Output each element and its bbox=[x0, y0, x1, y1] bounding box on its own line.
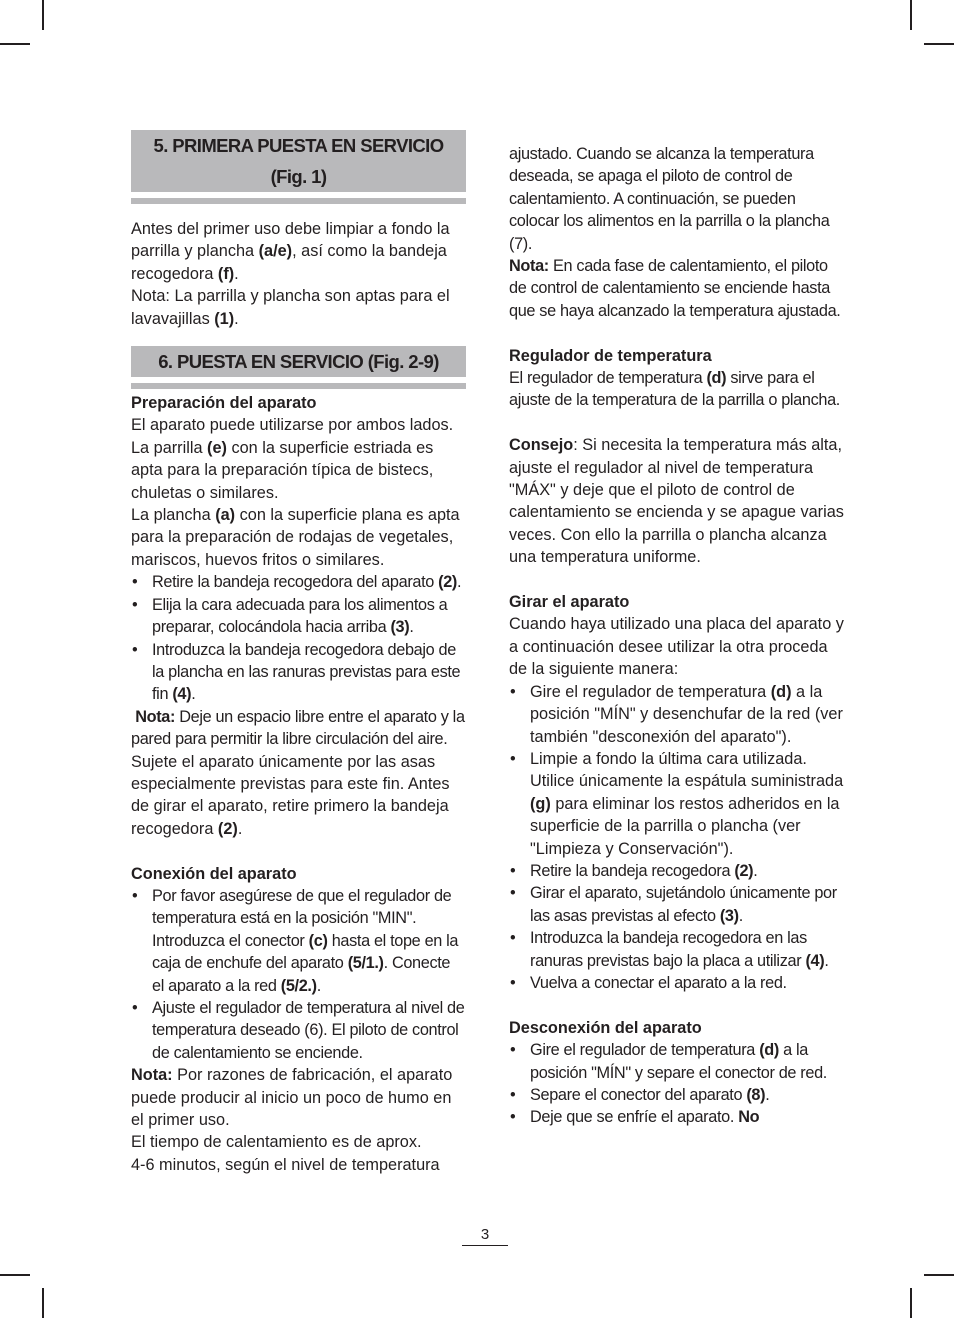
page-number: 3 bbox=[462, 1226, 508, 1246]
paragraph: 4-6 minutos, según el nivel de temperatura bbox=[131, 1155, 440, 1174]
bullet-list bbox=[131, 885, 466, 1064]
section-5-heading bbox=[131, 130, 466, 192]
section-5-subtitle: (Fig. 1) bbox=[270, 166, 327, 187]
list-item: • Girar el aparato, sujetándolo únicamente por las asas previstas al efecto (3). bbox=[509, 882, 849, 927]
list-item: • Introduzca la bandeja recogedora debajo de la plancha en las ranuras previstas para este fin (4). bbox=[131, 639, 466, 706]
crop-mark bbox=[924, 43, 954, 45]
crop-mark bbox=[910, 0, 912, 30]
subheading: Desconexión del aparato bbox=[509, 1018, 702, 1037]
list-item: • Gire el regulador de temperatura (d) a la posición "MÍN" y separe el conector de red. bbox=[509, 1039, 849, 1084]
right-column bbox=[509, 143, 849, 1129]
paragraph: El regulador de temperatura (d) sirve para el ajuste de la temperatura de la parrilla o plancha. bbox=[509, 369, 840, 410]
section-5-title: 5. PRIMERA PUESTA EN SERVICIO bbox=[153, 135, 444, 156]
list-item: • Gire el regulador de temperatura (d) a la posición "MÍN" y desenchufar de la red (ver también "desconexión del aparato"). bbox=[509, 681, 849, 748]
crop-mark bbox=[0, 43, 30, 45]
list-item: • Ajuste el regulador de temperatura al nivel de temperatura deseado (6). El piloto de control de calentamiento se enciende. bbox=[131, 997, 466, 1064]
paragraph: Antes del primer uso debe limpiar a fondo la parrilla y plancha (a/e), así como la bandeja recogedora (f). bbox=[131, 220, 450, 283]
crop-mark bbox=[910, 1288, 912, 1318]
subheading: Girar el aparato bbox=[509, 593, 630, 612]
crop-mark bbox=[42, 0, 44, 30]
bullet-list bbox=[509, 681, 849, 995]
paragraph: Nota: La parrilla y plancha son aptas para el lavavajillas (1). bbox=[131, 287, 450, 328]
list-item: • Introduzca la bandeja recogedora en las ranuras previstas bajo la placa a utilizar (4). bbox=[509, 927, 849, 972]
list-item: • Separe el conector del aparato (8). bbox=[509, 1084, 849, 1106]
tip: Consejo: Si necesita la temperatura más alta, ajuste el regulador al nivel de temperatura "MÁX" y deje que el piloto de control de calentamiento se encienda y se apague varias veces. Con ello la parrilla o plancha alcanza una temperatura uniforme. bbox=[509, 436, 844, 567]
left-column bbox=[131, 130, 466, 1176]
paragraph: El tiempo de calentamiento es de aprox. bbox=[131, 1133, 422, 1152]
bullet-list bbox=[509, 1039, 849, 1129]
list-item: • Deje que se enfríe el aparato. No bbox=[509, 1106, 849, 1128]
paragraph: Sujete el aparato únicamente por las asas especialmente previstas para este fin. Antes de girar el aparato, retire primero la bandeja recogedora (2). bbox=[131, 752, 450, 838]
section-rule bbox=[131, 383, 466, 389]
list-item: • Elija la cara adecuada para los alimentos a preparar, colocándola hacia arriba (3). bbox=[131, 594, 466, 639]
list-item: • Por favor asegúrese de que el regulador de temperatura está en la posición "MIN". Introduzca el conector (c) hasta el tope en la caja de enchufe del aparato (5/1.). Conecte el aparato a la red (5/2.). bbox=[131, 885, 466, 997]
section-6-heading: 6. PUESTA EN SERVICIO (Fig. 2-9) bbox=[131, 346, 466, 377]
subheading: Regulador de temperatura bbox=[509, 346, 712, 365]
note: Nota: En cada fase de calentamiento, el piloto de control de calentamiento se enciende hasta que se haya alcanzado la temperatura ajustada. bbox=[509, 257, 841, 320]
paragraph: La plancha (a) con la superficie plana es apta para la preparación de rodajas de vegetales, mariscos, huevos fritos o similares. bbox=[131, 506, 460, 569]
list-item: • Retire la bandeja recogedora (2). bbox=[509, 860, 849, 882]
crop-mark bbox=[42, 1288, 44, 1318]
bullet-list bbox=[131, 571, 466, 705]
list-item: • Vuelva a conectar el aparato a la red. bbox=[509, 972, 849, 994]
section-rule bbox=[131, 198, 466, 204]
crop-mark bbox=[924, 1274, 954, 1276]
note: Nota: Deje un espacio libre entre el aparato y la pared para permitir la libre circulación del aire. bbox=[131, 707, 465, 749]
list-item: • Retire la bandeja recogedora del aparato (2). bbox=[131, 571, 466, 593]
paragraph: Cuando haya utilizado una placa del aparato y a continuación desee utilizar la otra proceda de la siguiente manera: bbox=[509, 615, 844, 679]
paragraph: El aparato puede utilizarse por ambos lados. bbox=[131, 416, 454, 435]
note: Nota: Por razones de fabricación, el aparato puede producir al inicio un poco de humo en el primer uso. bbox=[131, 1066, 453, 1130]
paragraph: La parrilla (e) con la superficie estriada es apta para la preparación típica de bistecs, chuletas o similares. bbox=[131, 438, 434, 502]
paragraph: ajustado. Cuando se alcanza la temperatura deseada, se apaga el piloto de control de calentamiento. A continuación, se pueden colocar los alimentos en la parrilla o la plancha (7). bbox=[509, 145, 830, 253]
subheading: Preparación del aparato bbox=[131, 394, 317, 413]
subheading: Conexión del aparato bbox=[131, 864, 297, 883]
crop-mark bbox=[0, 1274, 30, 1276]
list-item: • Limpie a fondo la última cara utilizada. Utilice únicamente la espátula suministrada (g) para eliminar los restos adheridos en la superficie de la parrilla o plancha (ver "Limpieza y Conservación"). bbox=[509, 748, 849, 860]
